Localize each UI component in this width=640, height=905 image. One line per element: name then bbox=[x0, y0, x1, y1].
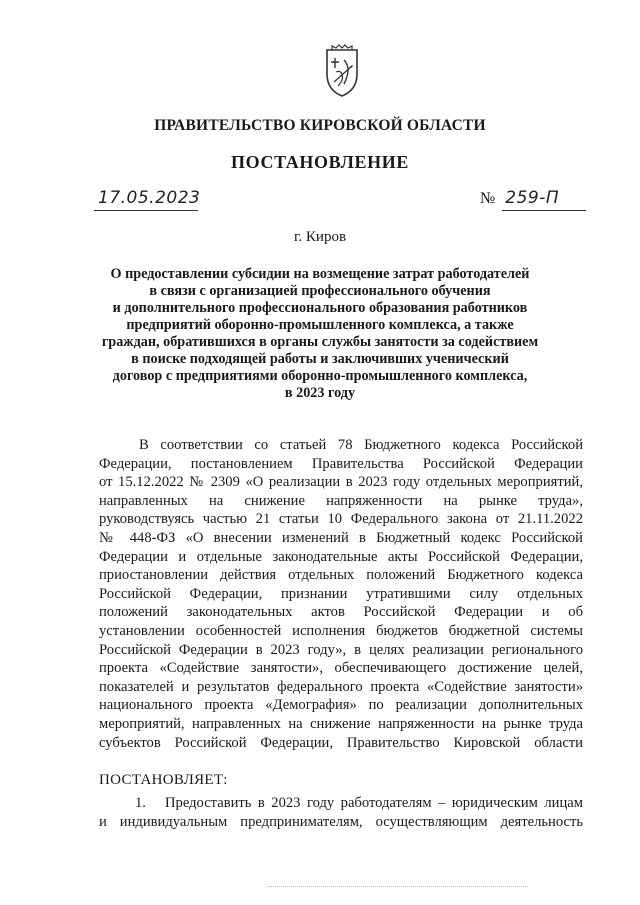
body-line: направленных на снижение напряженности на рынке труда», bbox=[99, 492, 583, 509]
title-line: О предоставлении субсидии на возмещение затрат работодателей bbox=[110, 266, 530, 282]
body-line: приостановлении действия отдельных положений Бюджетного кодекса bbox=[99, 567, 583, 584]
scan-artifact bbox=[268, 886, 528, 889]
body-line: субъектов Российской Федерации, Правительство Кировской области bbox=[99, 734, 583, 751]
number-value: 259-П bbox=[505, 188, 560, 208]
document-number bbox=[480, 188, 559, 208]
city: г. Киров bbox=[293, 229, 347, 245]
document-title bbox=[92, 266, 548, 402]
document-date bbox=[98, 188, 200, 208]
body-line: национального проекта «Демография» по реализации дополнительных bbox=[99, 697, 583, 714]
preamble-paragraph bbox=[99, 436, 583, 752]
body-line: показателей и результатов федерального проекта «Содействие занятости» bbox=[99, 678, 583, 695]
body-line: № 448-ФЗ «О внесении изменений в Бюджетный кодекс Российской bbox=[99, 529, 583, 546]
title-line: в связи с организацией профессионального обучения bbox=[149, 283, 491, 299]
clause-line: и индивидуальным предпринимателям, осуществляющим деятельность bbox=[99, 814, 583, 830]
body-line: от 15.12.2022 № 2309 «О реализации в 2023 году отдельных мероприятий, bbox=[99, 474, 583, 491]
clause-line bbox=[99, 794, 583, 813]
date-underline bbox=[94, 210, 198, 211]
body-line: мероприятий, направленных на снижение напряженности на рынке труда bbox=[99, 715, 583, 732]
body-line: В соответствии со статьей 78 Бюджетного кодекса Российской bbox=[139, 437, 583, 453]
document-type: ПОСТАНОВЛЕНИЕ bbox=[231, 152, 409, 172]
issuing-authority: ПРАВИТЕЛЬСТВО КИРОВСКОЙ ОБЛАСТИ bbox=[154, 117, 486, 134]
resolve-heading: ПОСТАНОВЛЯЕТ: bbox=[99, 772, 228, 788]
body-line: установлении особенностей исполнения бюджетов бюджетной системы bbox=[99, 622, 583, 639]
body-line: положений законодательных актов Российской Федерации и об bbox=[99, 604, 583, 621]
date-value: 17.05.2023 bbox=[98, 188, 201, 208]
title-line: и дополнительного профессионального образования работников bbox=[112, 300, 528, 316]
title-line: в 2023 году bbox=[284, 385, 356, 401]
title-line: в поиске подходящей работы и заключивших ученический bbox=[131, 351, 509, 367]
title-line: предприятий оборонно-промышленного комплекса, а также bbox=[126, 317, 514, 333]
title-line: граждан, обратившихся в органы службы занятости за содействием bbox=[101, 334, 539, 350]
body-line: проекта «Содействие занятости», обеспечивающего достижение целей, bbox=[99, 660, 583, 677]
title-line: договор с предприятиями оборонно-промышленного комплекса, bbox=[112, 368, 528, 384]
body-line: Федерации, постановлением Правительства Российской Федерации bbox=[99, 455, 583, 472]
kirov-coat-of-arms-icon bbox=[322, 44, 362, 100]
clause-text: Предоставить в 2023 году работодателям – юридическим лицам bbox=[165, 795, 583, 811]
body-line: Федерации и отдельные законодательные акты Российской Федерации, bbox=[99, 548, 583, 565]
number-underline bbox=[502, 210, 586, 211]
number-sign: № bbox=[480, 190, 496, 207]
clause-1 bbox=[99, 794, 583, 832]
body-line: руководствуясь частью 21 статьи 10 Федерального закона от 21.11.2022 bbox=[99, 511, 583, 528]
body-line: Российской Федерации, признании утратившими силу отдельных bbox=[99, 585, 583, 602]
body-line: Российской Федерации в 2023 году», в целях реализации регионального bbox=[99, 641, 583, 658]
clause-number: 1. bbox=[135, 795, 146, 811]
